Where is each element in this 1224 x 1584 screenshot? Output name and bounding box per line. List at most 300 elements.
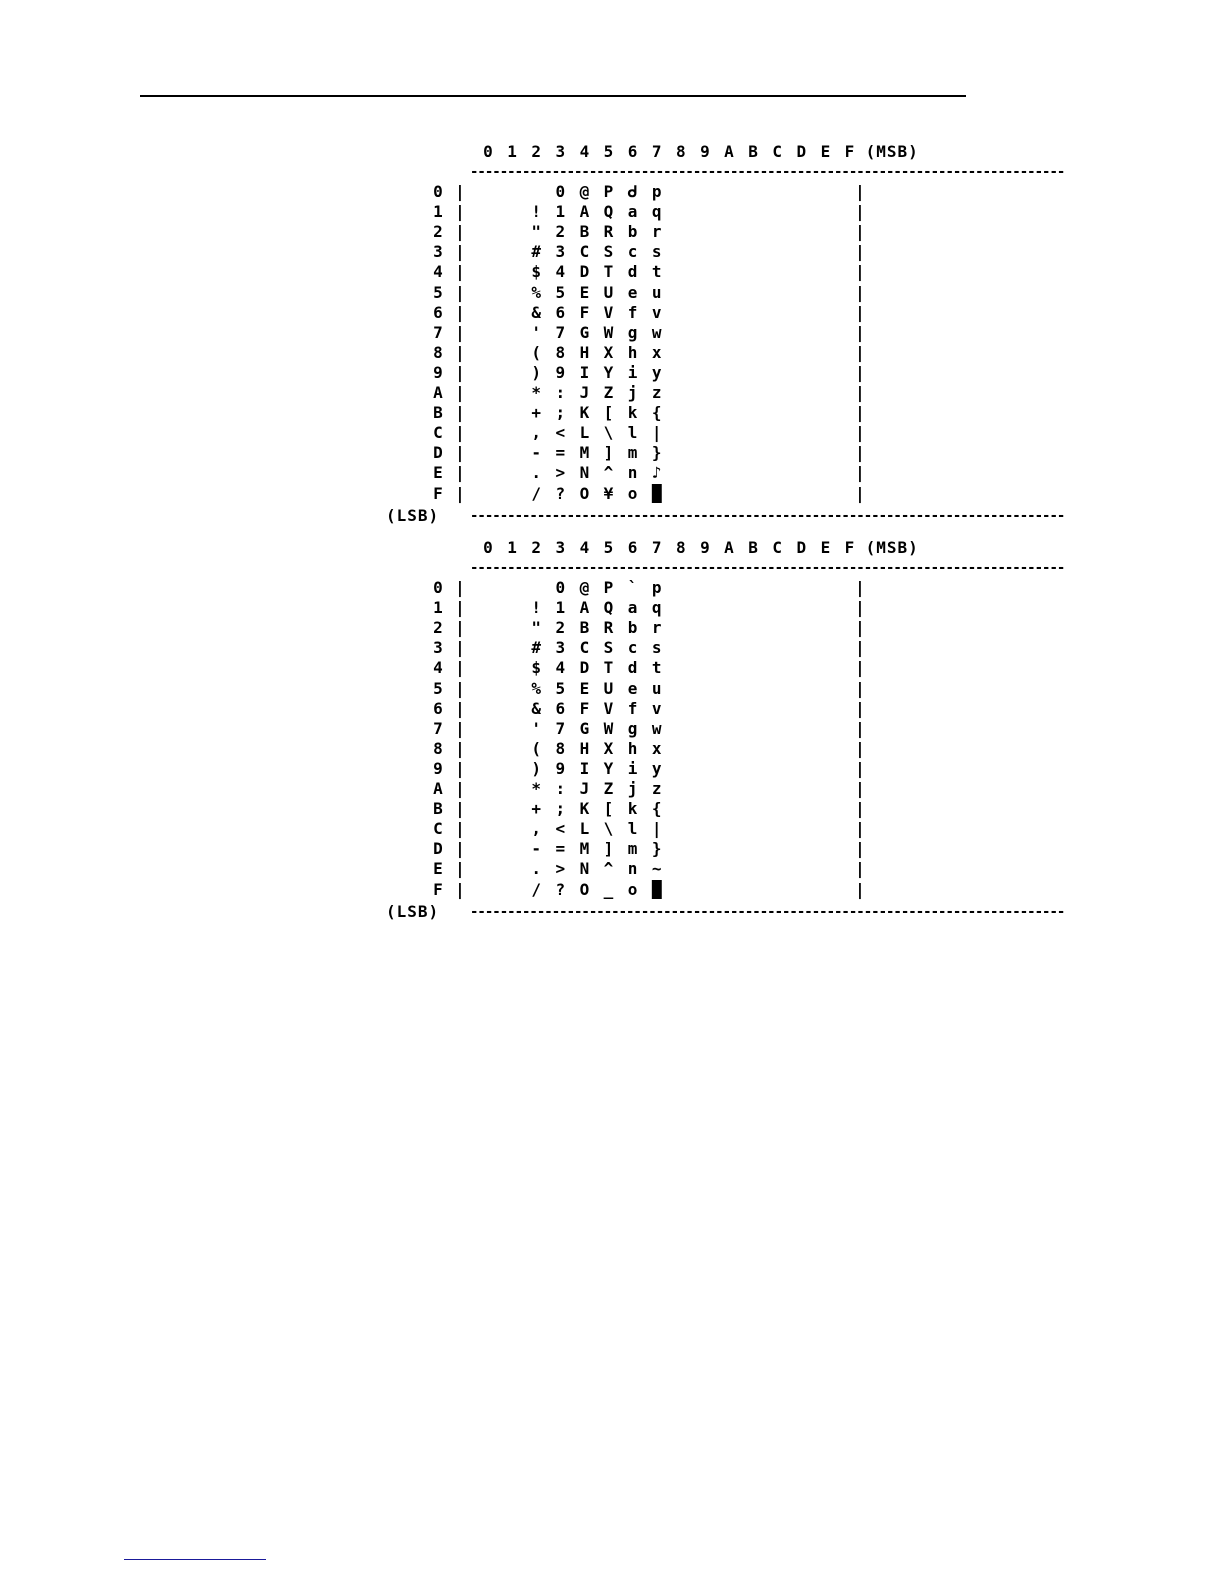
left-border: | bbox=[455, 403, 465, 423]
char-cell: ᑯ bbox=[627, 182, 638, 201]
char-cell: L bbox=[579, 819, 590, 839]
char-cell: 2 bbox=[555, 618, 566, 638]
dashed-rule-bottom: -------------------------------------------------------------------------------- bbox=[470, 507, 1065, 524]
char-cell: b bbox=[627, 618, 638, 638]
char-cell: = bbox=[555, 443, 566, 463]
char-cell: C bbox=[579, 242, 590, 262]
char-cell: P bbox=[603, 578, 614, 597]
char-cell: z bbox=[651, 779, 662, 798]
char-cell: A bbox=[579, 598, 590, 618]
char-cell: J bbox=[579, 779, 590, 798]
row-header: 0 bbox=[433, 578, 443, 597]
char-cell: K bbox=[579, 403, 590, 423]
char-cell: X bbox=[603, 738, 614, 758]
row-header: 7 bbox=[433, 322, 443, 342]
char-cell: a bbox=[627, 598, 638, 618]
right-border: | bbox=[855, 779, 865, 798]
char-cell: 6 bbox=[555, 302, 566, 322]
char-cell: [ bbox=[603, 799, 614, 819]
column-header: E bbox=[820, 142, 831, 161]
row-header: 2 bbox=[433, 618, 443, 638]
char-cell: 1 bbox=[555, 202, 566, 222]
char-cell: ; bbox=[555, 799, 566, 819]
row-header: 3 bbox=[433, 242, 443, 262]
char-cell: \ bbox=[603, 423, 614, 443]
column-header: 8 bbox=[675, 142, 686, 161]
row-header: E bbox=[433, 463, 443, 483]
left-border: | bbox=[455, 342, 465, 362]
column-header: B bbox=[748, 142, 758, 161]
char-cell: f bbox=[627, 302, 638, 322]
char-cell: F bbox=[579, 698, 590, 718]
column-header: 5 bbox=[603, 538, 614, 557]
char-cell: ~ bbox=[651, 859, 662, 879]
dashed-rule-top: -------------------------------------------------------------------------------- bbox=[470, 560, 1065, 576]
column-header: 6 bbox=[627, 538, 638, 557]
char-cell: m bbox=[627, 839, 638, 859]
left-border: | bbox=[455, 698, 465, 718]
char-cell: P bbox=[603, 182, 614, 201]
char-cell: ¥ bbox=[603, 483, 614, 503]
char-cell: x bbox=[651, 342, 662, 362]
left-border: | bbox=[455, 302, 465, 322]
char-cell: 9 bbox=[555, 362, 566, 382]
row-header: 9 bbox=[433, 758, 443, 778]
char-cell: ? bbox=[555, 879, 566, 899]
left-border: | bbox=[455, 839, 465, 859]
left-border: | bbox=[455, 282, 465, 302]
row-header: 4 bbox=[433, 262, 443, 282]
right-border: | bbox=[855, 423, 865, 443]
row-header: 5 bbox=[433, 282, 443, 302]
char-cell: # bbox=[531, 638, 541, 658]
row-header: D bbox=[433, 443, 443, 463]
left-border: | bbox=[455, 443, 465, 463]
right-border: | bbox=[855, 443, 865, 463]
char-cell: y bbox=[651, 362, 662, 382]
char-cell: K bbox=[579, 799, 590, 819]
char-cell: k bbox=[627, 403, 638, 423]
column-header: E bbox=[820, 538, 831, 557]
lsb-label: (LSB) bbox=[386, 505, 440, 525]
right-border: | bbox=[855, 758, 865, 778]
char-cell: l bbox=[627, 423, 638, 443]
char-cell: g bbox=[627, 322, 638, 342]
char-cell: l bbox=[627, 819, 638, 839]
char-cell: A bbox=[579, 202, 590, 222]
char-cell: O bbox=[579, 879, 590, 899]
row-header: 8 bbox=[433, 342, 443, 362]
char-cell: | bbox=[651, 819, 662, 839]
right-border: | bbox=[855, 403, 865, 423]
row-header: C bbox=[433, 819, 443, 839]
char-cell: x bbox=[651, 738, 662, 758]
char-cell: 0 bbox=[555, 578, 566, 597]
char-cell: █ bbox=[651, 879, 662, 899]
char-cell: " bbox=[531, 222, 541, 242]
column-header: C bbox=[772, 142, 782, 161]
char-cell: / bbox=[531, 483, 541, 503]
column-header: 2 bbox=[531, 142, 541, 161]
char-cell: M bbox=[579, 443, 590, 463]
char-cell: 5 bbox=[555, 282, 566, 302]
char-cell: Y bbox=[603, 362, 614, 382]
char-cell: @ bbox=[579, 578, 590, 597]
char-cell: i bbox=[627, 362, 638, 382]
char-cell: > bbox=[555, 859, 566, 879]
char-cell: Y bbox=[603, 758, 614, 778]
left-border: | bbox=[455, 578, 465, 597]
dashed-rule-top: -------------------------------------------------------------------------------- bbox=[470, 164, 1065, 180]
char-cell: a bbox=[627, 202, 638, 222]
char-cell: h bbox=[627, 342, 638, 362]
char-cell: { bbox=[651, 799, 662, 819]
char-cell: ? bbox=[555, 483, 566, 503]
char-cell: H bbox=[579, 738, 590, 758]
column-header: D bbox=[796, 538, 807, 557]
char-cell: 7 bbox=[555, 322, 566, 342]
char-cell: p bbox=[651, 578, 662, 597]
char-cell: H bbox=[579, 342, 590, 362]
char-cell: p bbox=[651, 182, 662, 201]
char-cell: R bbox=[603, 618, 614, 638]
column-header: 7 bbox=[651, 142, 662, 161]
char-cell: b bbox=[627, 222, 638, 242]
left-border: | bbox=[455, 658, 465, 678]
char-cell: V bbox=[603, 698, 614, 718]
char-cell: R bbox=[603, 222, 614, 242]
char-cell: * bbox=[531, 383, 541, 402]
right-border: | bbox=[855, 362, 865, 382]
char-cell: I bbox=[579, 362, 590, 382]
lsb-label: (LSB) bbox=[386, 901, 440, 921]
char-cell: > bbox=[555, 463, 566, 483]
char-cell: O bbox=[579, 483, 590, 503]
row-header: F bbox=[433, 483, 443, 503]
char-cell: f bbox=[627, 698, 638, 718]
char-cell: X bbox=[603, 342, 614, 362]
char-cell: Q bbox=[603, 202, 614, 222]
top-rule bbox=[140, 95, 966, 97]
char-cell: @ bbox=[579, 182, 590, 201]
char-cell: V bbox=[603, 302, 614, 322]
right-border: | bbox=[855, 282, 865, 302]
column-header: A bbox=[724, 538, 734, 557]
char-cell: T bbox=[603, 658, 614, 678]
char-cell: 9 bbox=[555, 758, 566, 778]
row-header: F bbox=[433, 879, 443, 899]
char-cell: h bbox=[627, 738, 638, 758]
char-cell: s bbox=[651, 242, 662, 262]
char-cell: W bbox=[603, 322, 614, 342]
char-cell: e bbox=[627, 678, 638, 698]
msb-label: (MSB) bbox=[865, 538, 919, 557]
row-header: 6 bbox=[433, 698, 443, 718]
right-border: | bbox=[855, 463, 865, 483]
char-cell: C bbox=[579, 638, 590, 658]
row-header: 9 bbox=[433, 362, 443, 382]
left-border: | bbox=[455, 598, 465, 618]
char-cell: B bbox=[579, 222, 590, 242]
row-header: 1 bbox=[433, 202, 443, 222]
char-cell: 4 bbox=[555, 658, 566, 678]
column-header: 1 bbox=[507, 142, 517, 161]
char-cell: [ bbox=[603, 403, 614, 423]
char-cell: n bbox=[627, 859, 638, 879]
char-cell: L bbox=[579, 423, 590, 443]
row-header: E bbox=[433, 859, 443, 879]
right-border: | bbox=[855, 222, 865, 242]
column-header: 0 bbox=[483, 538, 493, 557]
char-cell: . bbox=[531, 859, 541, 879]
char-cell: I bbox=[579, 758, 590, 778]
row-header: A bbox=[433, 383, 443, 402]
char-cell: < bbox=[555, 819, 566, 839]
char-cell: B bbox=[579, 618, 590, 638]
left-border: | bbox=[455, 202, 465, 222]
column-header: 1 bbox=[507, 538, 517, 557]
left-border: | bbox=[455, 182, 465, 201]
char-cell: v bbox=[651, 302, 662, 322]
char-cell: U bbox=[603, 678, 614, 698]
char-cell: { bbox=[651, 403, 662, 423]
column-header: 4 bbox=[579, 142, 590, 161]
char-cell: _ bbox=[603, 879, 614, 899]
char-cell: 3 bbox=[555, 638, 566, 658]
char-cell: ] bbox=[603, 443, 614, 463]
row-header: 3 bbox=[433, 638, 443, 658]
char-cell: N bbox=[579, 859, 590, 879]
right-border: | bbox=[855, 483, 865, 503]
left-border: | bbox=[455, 618, 465, 638]
char-cell: } bbox=[651, 443, 662, 463]
row-header: 8 bbox=[433, 738, 443, 758]
footnote-rule bbox=[124, 1559, 266, 1560]
right-border: | bbox=[855, 678, 865, 698]
char-cell: * bbox=[531, 779, 541, 798]
char-cell: ( bbox=[531, 738, 541, 758]
char-cell: w bbox=[651, 718, 662, 738]
char-cell: - bbox=[531, 839, 541, 859]
char-cell: + bbox=[531, 403, 541, 423]
left-border: | bbox=[455, 423, 465, 443]
character-table-2 bbox=[380, 538, 1065, 928]
dashed-rule-bottom: -------------------------------------------------------------------------------- bbox=[470, 903, 1065, 920]
char-cell: t bbox=[651, 658, 662, 678]
left-border: | bbox=[455, 738, 465, 758]
char-cell: u bbox=[651, 678, 662, 698]
char-cell: N bbox=[579, 463, 590, 483]
char-cell: W bbox=[603, 718, 614, 738]
char-cell: M bbox=[579, 839, 590, 859]
column-header: 8 bbox=[675, 538, 686, 557]
char-cell: o bbox=[627, 483, 638, 503]
char-cell: 6 bbox=[555, 698, 566, 718]
right-border: | bbox=[855, 658, 865, 678]
left-border: | bbox=[455, 222, 465, 242]
left-border: | bbox=[455, 322, 465, 342]
left-border: | bbox=[455, 383, 465, 402]
char-cell: / bbox=[531, 879, 541, 899]
char-cell: + bbox=[531, 799, 541, 819]
char-cell: n bbox=[627, 463, 638, 483]
char-cell: 5 bbox=[555, 678, 566, 698]
char-cell: ' bbox=[531, 322, 541, 342]
char-cell: % bbox=[531, 678, 541, 698]
char-cell: G bbox=[579, 322, 590, 342]
char-cell: Q bbox=[603, 598, 614, 618]
char-cell: s bbox=[651, 638, 662, 658]
char-cell: u bbox=[651, 282, 662, 302]
column-header: B bbox=[748, 538, 758, 557]
left-border: | bbox=[455, 779, 465, 798]
column-header: 6 bbox=[627, 142, 638, 161]
char-cell: $ bbox=[531, 658, 541, 678]
char-cell: ^ bbox=[603, 859, 614, 879]
char-cell: | bbox=[651, 423, 662, 443]
char-cell: & bbox=[531, 302, 541, 322]
char-cell: ! bbox=[531, 598, 541, 618]
right-border: | bbox=[855, 638, 865, 658]
char-cell: q bbox=[651, 598, 662, 618]
column-header: 9 bbox=[700, 142, 710, 161]
char-cell: \ bbox=[603, 819, 614, 839]
char-cell: Z bbox=[603, 383, 614, 402]
char-cell: 2 bbox=[555, 222, 566, 242]
right-border: | bbox=[855, 799, 865, 819]
char-cell: ) bbox=[531, 758, 541, 778]
char-cell: = bbox=[555, 839, 566, 859]
char-cell: c bbox=[627, 638, 638, 658]
left-border: | bbox=[455, 799, 465, 819]
char-cell: ) bbox=[531, 362, 541, 382]
row-header: A bbox=[433, 779, 443, 798]
char-cell: ( bbox=[531, 342, 541, 362]
char-cell: 7 bbox=[555, 718, 566, 738]
right-border: | bbox=[855, 618, 865, 638]
char-cell: , bbox=[531, 819, 541, 839]
char-cell: } bbox=[651, 839, 662, 859]
left-border: | bbox=[455, 758, 465, 778]
right-border: | bbox=[855, 182, 865, 201]
left-border: | bbox=[455, 362, 465, 382]
char-cell: c bbox=[627, 242, 638, 262]
char-cell: r bbox=[651, 222, 662, 242]
column-header: F bbox=[844, 538, 855, 557]
char-cell: ! bbox=[531, 202, 541, 222]
row-header: 2 bbox=[433, 222, 443, 242]
right-border: | bbox=[855, 879, 865, 899]
char-cell: e bbox=[627, 282, 638, 302]
char-cell: k bbox=[627, 799, 638, 819]
char-cell: t bbox=[651, 262, 662, 282]
right-border: | bbox=[855, 578, 865, 597]
right-border: | bbox=[855, 598, 865, 618]
char-cell: d bbox=[627, 658, 638, 678]
char-cell: w bbox=[651, 322, 662, 342]
column-header: 4 bbox=[579, 538, 590, 557]
char-cell: g bbox=[627, 718, 638, 738]
char-cell: D bbox=[579, 658, 590, 678]
left-border: | bbox=[455, 463, 465, 483]
char-cell: 0 bbox=[555, 182, 566, 201]
char-cell: m bbox=[627, 443, 638, 463]
column-header: C bbox=[772, 538, 782, 557]
left-border: | bbox=[455, 718, 465, 738]
row-header: B bbox=[433, 403, 443, 423]
char-cell: ' bbox=[531, 718, 541, 738]
char-cell: 8 bbox=[555, 342, 566, 362]
left-border: | bbox=[455, 859, 465, 879]
msb-label: (MSB) bbox=[865, 142, 919, 161]
char-cell: - bbox=[531, 443, 541, 463]
right-border: | bbox=[855, 383, 865, 402]
char-cell: ; bbox=[555, 403, 566, 423]
left-border: | bbox=[455, 879, 465, 899]
char-cell: j bbox=[627, 383, 638, 402]
left-border: | bbox=[455, 678, 465, 698]
right-border: | bbox=[855, 322, 865, 342]
row-header: B bbox=[433, 799, 443, 819]
right-border: | bbox=[855, 738, 865, 758]
row-header: C bbox=[433, 423, 443, 443]
right-border: | bbox=[855, 698, 865, 718]
right-border: | bbox=[855, 859, 865, 879]
char-cell: # bbox=[531, 242, 541, 262]
char-cell: ^ bbox=[603, 463, 614, 483]
char-cell: < bbox=[555, 423, 566, 443]
column-header: A bbox=[724, 142, 734, 161]
char-cell: " bbox=[531, 618, 541, 638]
char-cell: Z bbox=[603, 779, 614, 798]
row-header: 0 bbox=[433, 182, 443, 201]
row-header: 6 bbox=[433, 302, 443, 322]
char-cell: ` bbox=[627, 578, 638, 597]
char-cell: r bbox=[651, 618, 662, 638]
char-cell: v bbox=[651, 698, 662, 718]
column-header: D bbox=[796, 142, 807, 161]
column-header: 3 bbox=[555, 538, 566, 557]
char-cell: 3 bbox=[555, 242, 566, 262]
row-header: 4 bbox=[433, 658, 443, 678]
right-border: | bbox=[855, 839, 865, 859]
char-cell: , bbox=[531, 423, 541, 443]
column-header: 5 bbox=[603, 142, 614, 161]
row-header: 5 bbox=[433, 678, 443, 698]
left-border: | bbox=[455, 638, 465, 658]
right-border: | bbox=[855, 819, 865, 839]
right-border: | bbox=[855, 242, 865, 262]
char-cell: & bbox=[531, 698, 541, 718]
char-cell: S bbox=[603, 638, 614, 658]
char-cell: $ bbox=[531, 262, 541, 282]
right-border: | bbox=[855, 202, 865, 222]
left-border: | bbox=[455, 262, 465, 282]
char-cell: : bbox=[555, 779, 566, 798]
left-border: | bbox=[455, 242, 465, 262]
char-cell: j bbox=[627, 779, 638, 798]
char-cell: : bbox=[555, 383, 566, 402]
left-border: | bbox=[455, 483, 465, 503]
right-border: | bbox=[855, 718, 865, 738]
row-header: 7 bbox=[433, 718, 443, 738]
column-header: 7 bbox=[651, 538, 662, 557]
column-header: 2 bbox=[531, 538, 541, 557]
char-cell: F bbox=[579, 302, 590, 322]
column-header: 3 bbox=[555, 142, 566, 161]
char-cell: E bbox=[579, 678, 590, 698]
char-cell: E bbox=[579, 282, 590, 302]
